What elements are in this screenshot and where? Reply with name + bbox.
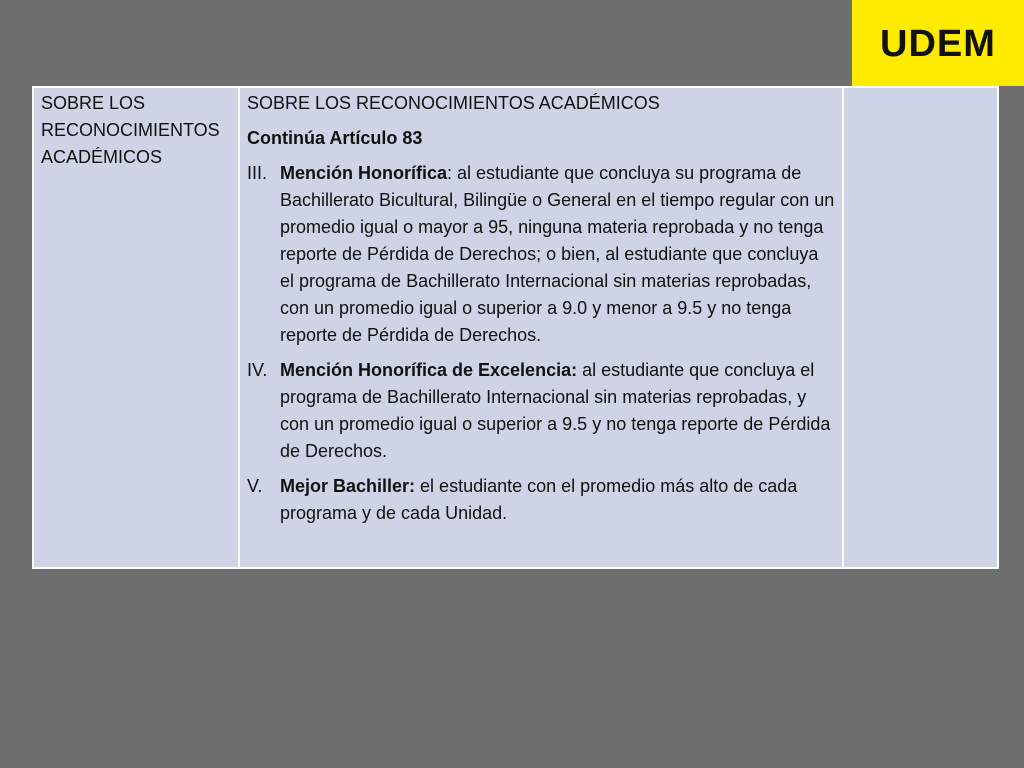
section-title: SOBRE LOS RECONOCIMIENTOS ACADÉMICOS bbox=[247, 93, 660, 113]
list-item bbox=[247, 473, 836, 527]
topic-label: SOBRE LOS RECONOCIMIENTOS ACADÉMICOS bbox=[41, 93, 220, 167]
item-text: : al estudiante que concluya su programa de Bachillerato Bicultural, Bilingüe o General en el tiempo regular con un promedio igual o mayor a 95, ninguna materia reprobada y no tenga reporte de Pérdida de Derechos; o bien, al estudiante que concluya el programa de Bachillerato Internacional sin materias reprobadas, con un promedio igual o superior a 9.0 y menor a 9.5 y no tenga reporte de Pérdida de Derechos. bbox=[280, 163, 835, 345]
topic-cell bbox=[33, 87, 239, 568]
item-numeral: V. bbox=[247, 476, 263, 496]
body-cell bbox=[239, 87, 843, 568]
list-item bbox=[247, 160, 836, 349]
item-numeral: IV. bbox=[247, 360, 268, 380]
list-item bbox=[247, 357, 836, 465]
item-title: Mejor Bachiller: bbox=[280, 476, 416, 496]
award-list bbox=[247, 160, 836, 527]
item-text: el estudiante con el promedio más alto de cada programa y de cada Unidad. bbox=[280, 476, 798, 523]
item-text: al estudiante que concluya el programa de Bachillerato Internacional sin materias reprobadas, y con un promedio igual o superior a 9.5 y no tenga reporte de Pérdida de Derechos. bbox=[280, 360, 831, 461]
empty-cell bbox=[843, 87, 998, 568]
udem-logo bbox=[852, 0, 1024, 86]
continuation-heading: Continúa Artículo 83 bbox=[247, 128, 423, 148]
logo-text: UDEM bbox=[880, 22, 996, 65]
table-row bbox=[33, 87, 998, 568]
item-title: Mención Honorífica bbox=[280, 163, 448, 183]
item-title: Mención Honorífica de Excelencia: bbox=[280, 360, 578, 380]
item-numeral: III. bbox=[247, 163, 268, 183]
content-table bbox=[32, 86, 999, 569]
